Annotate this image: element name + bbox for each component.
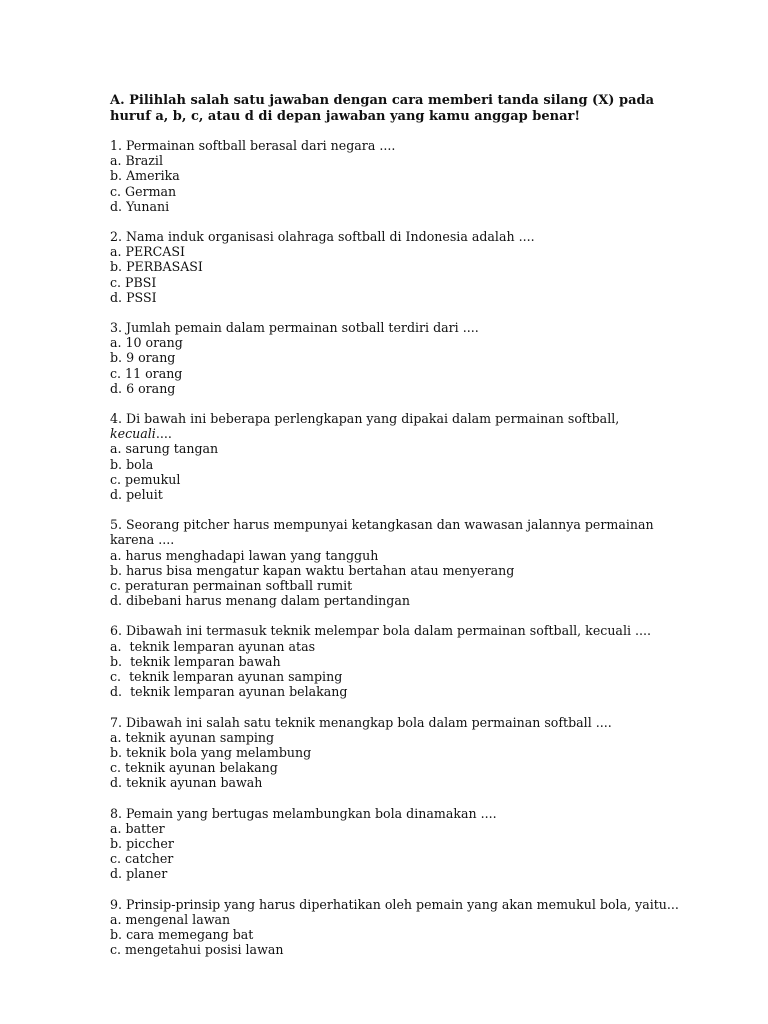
question-text-emphasis: kecuali <box>110 426 156 442</box>
question-2 <box>110 229 680 305</box>
option-d: d. planer <box>110 866 168 882</box>
question-text: 8. Pemain yang bertugas melambungkan bola dinamakan .... <box>110 805 497 821</box>
option-b: b. teknik lemparan bawah <box>110 653 281 669</box>
question-9 <box>110 897 680 958</box>
question-1 <box>110 138 680 214</box>
option-c: c. German <box>110 183 177 199</box>
option-a: a. teknik lemparan ayunan atas <box>110 638 316 654</box>
option-d: d. dibebani harus menang dalam pertandingan <box>110 593 410 609</box>
question-7 <box>110 715 680 791</box>
option-c: c. PBSI <box>110 274 157 290</box>
option-c: c. catcher <box>110 851 174 867</box>
question-3 <box>110 320 680 396</box>
option-b: b. cara memegang bat <box>110 926 254 942</box>
option-b: b. harus bisa mengatur kapan waktu bertahan atau menyerang <box>110 562 515 578</box>
option-c: c. pemukul <box>110 471 181 487</box>
option-b: b. 9 orang <box>110 350 176 366</box>
question-text: 6. Dibawah ini termasuk teknik melempar bola dalam permainan softball, kecuali .... <box>110 623 652 639</box>
option-a: a. harus menghadapi lawan yang tangguh <box>110 547 379 563</box>
question-6 <box>110 623 680 699</box>
question-text <box>110 411 680 441</box>
option-d: d. peluit <box>110 487 163 503</box>
option-b: b. PERBASASI <box>110 259 203 275</box>
option-a: a. 10 orang <box>110 335 183 351</box>
question-text: 3. Jumlah pemain dalam permainan sotball terdiri dari .... <box>110 320 479 336</box>
instruction-heading: A. Pilihlah salah satu jawaban dengan cara memberi tanda silang (X) pada huruf a, b, c, atau d di depan jawaban yang kamu anggap benar! <box>110 93 655 124</box>
option-d: d. teknik ayunan bawah <box>110 775 263 791</box>
option-d: d. Yunani <box>110 198 170 214</box>
option-b: b. Amerika <box>110 168 180 184</box>
question-text: 5. Seorang pitcher harus mempunyai ketangkasan dan wawasan jalannya permainan karena .... <box>110 517 658 548</box>
question-text: 9. Prinsip-prinsip yang harus diperhatikan oleh pemain yang akan memukul bola, yaitu... <box>110 896 679 912</box>
question-4 <box>110 411 680 502</box>
question-text: 7. Dibawah ini salah satu teknik menangkap bola dalam permainan softball .... <box>110 714 612 730</box>
question-text-ellipsis: .... <box>155 426 172 442</box>
option-c: c. mengetahui posisi lawan <box>110 942 284 958</box>
option-c: c. teknik lemparan ayunan samping <box>110 669 343 685</box>
option-c: c. peraturan permainan softball rumit <box>110 578 353 594</box>
option-c: c. 11 orang <box>110 365 183 381</box>
option-b: b. teknik bola yang melambung <box>110 744 312 760</box>
option-c: c. teknik ayunan belakang <box>110 760 278 776</box>
option-a: a. sarung tangan <box>110 441 219 457</box>
option-b: b. piccher <box>110 835 174 851</box>
option-a: a. PERCASI <box>110 244 185 260</box>
question-text: 1. Permainan softball berasal dari negara .... <box>110 138 396 153</box>
option-b: b. bola <box>110 456 154 472</box>
question-text: 2. Nama induk organisasi olahraga softball di Indonesia adalah .... <box>110 229 535 245</box>
worksheet-page <box>110 93 680 972</box>
option-a: a. teknik ayunan samping <box>110 729 275 745</box>
option-d: d. PSSI <box>110 289 157 305</box>
question-5 <box>110 517 680 608</box>
option-d: d. teknik lemparan ayunan belakang <box>110 684 348 700</box>
option-d: d. 6 orang <box>110 380 176 396</box>
option-a: a. batter <box>110 820 165 836</box>
option-a: a. mengenal lawan <box>110 911 231 927</box>
option-a: a. Brazil <box>110 153 163 169</box>
question-8 <box>110 806 680 882</box>
question-text-main: 4. Di bawah ini beberapa perlengkapan yang dipakai dalam permainan softball, <box>110 411 624 427</box>
